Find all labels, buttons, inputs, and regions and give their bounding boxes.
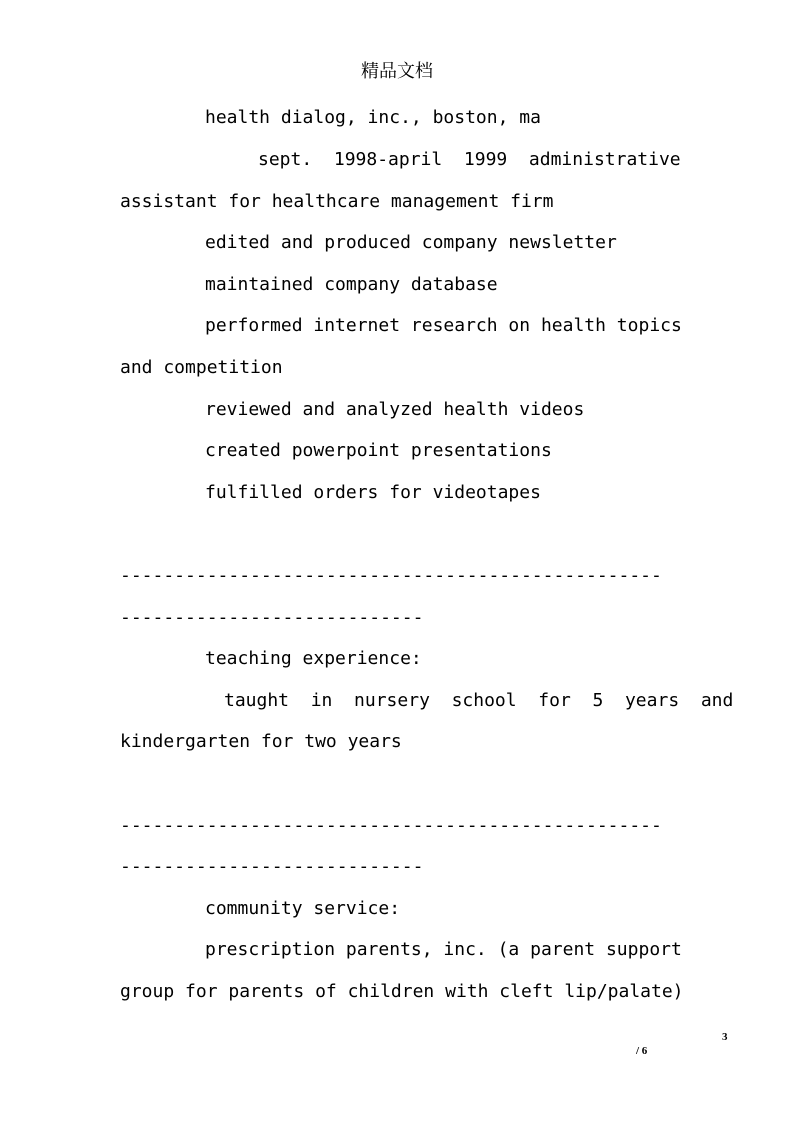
duty-item-orders: fulfilled orders for videotapes (205, 482, 541, 503)
community-line-1: prescription parents, inc. (a parent support (205, 939, 682, 960)
job-title-line-2: assistant for healthcare management firm (120, 191, 554, 212)
duty-item-database: maintained company database (205, 274, 498, 295)
duty-item-research-line-2: and competition (120, 357, 283, 378)
community-line-2: group for parents of children with cleft lip/palate) (120, 981, 684, 1002)
section-separator-2-line-2: ---------------------------- (120, 856, 424, 877)
section-separator-1-line-1: -------------------------------------------------- (120, 565, 662, 586)
section-separator-2-line-1: -------------------------------------------------- (120, 815, 662, 836)
community-heading: community service: (205, 898, 401, 919)
duty-item-research-line-1: performed internet research on health topics (205, 315, 682, 336)
page-header-title: 精品文档 (361, 61, 433, 82)
section-separator-1-line-2: ---------------------------- (120, 607, 424, 628)
page-number: 3 (722, 1031, 728, 1043)
job-title-line-1: sept. 1998-april 1999 administrative (258, 149, 681, 170)
duty-item-presentations: created powerpoint presentations (205, 440, 552, 461)
duty-item-newsletter: edited and produced company newsletter (205, 232, 617, 253)
teaching-line-2: kindergarten for two years (120, 731, 402, 752)
duty-item-videos: reviewed and analyzed health videos (205, 399, 585, 420)
page-total: / 6 (636, 1045, 648, 1057)
teaching-line-1: taught in nursery school for 5 years and (224, 690, 734, 711)
teaching-heading: teaching experience: (205, 648, 422, 669)
employer-line: health dialog, inc., boston, ma (205, 107, 541, 128)
